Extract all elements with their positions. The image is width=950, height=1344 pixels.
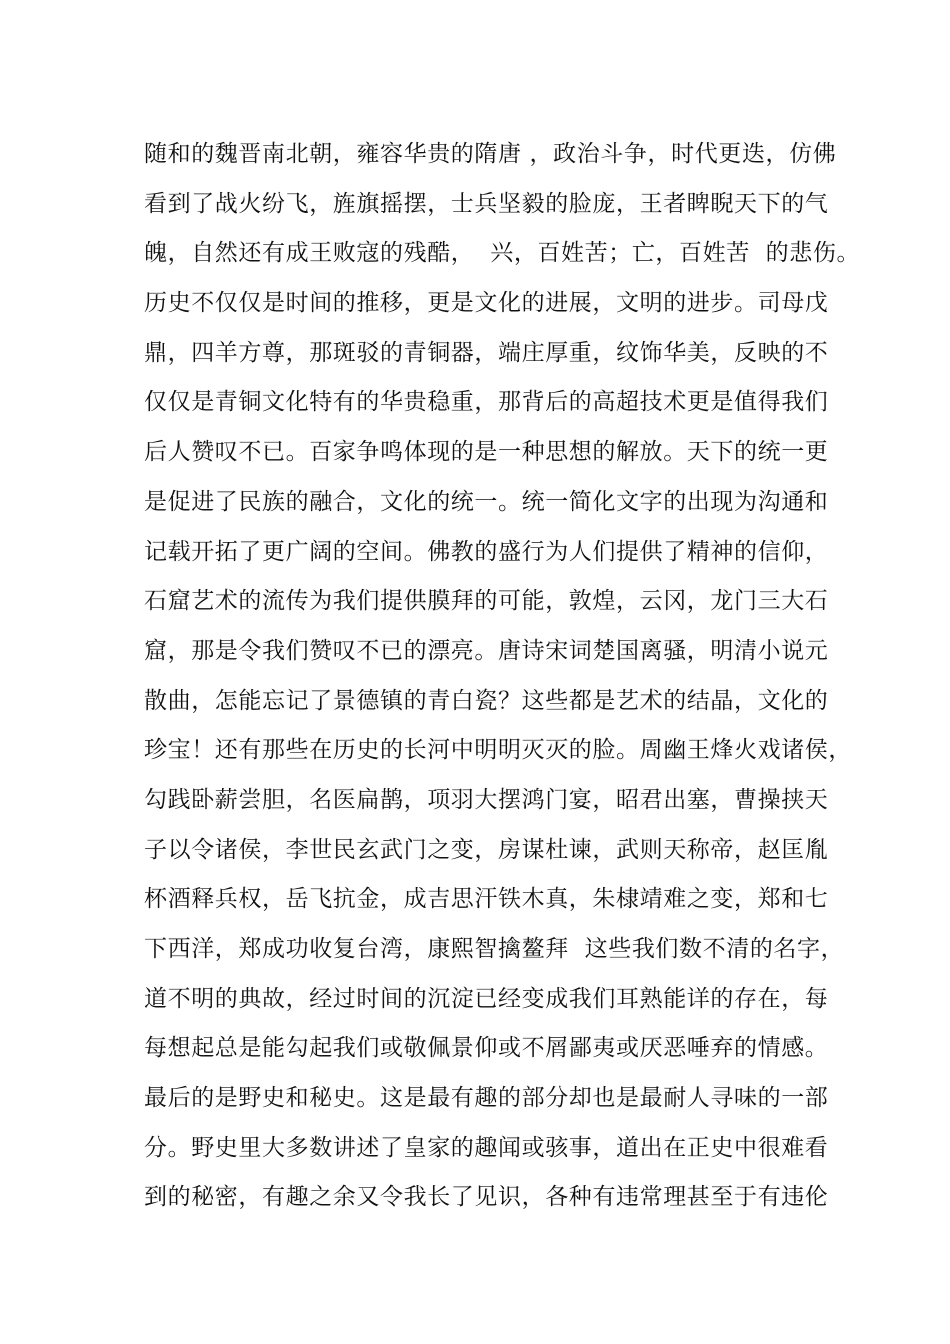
text-line: 石窟艺术的流传为我们提供膜拜的可能，敦煌，云冈，龙门三大石 [144,588,829,615]
text-line: 窟，那是令我们赞叹不已的漂亮。唐诗宋词楚国离骚，明清小说元 [144,637,829,664]
text-line: 魄，自然还有成王败寇的残酷， 兴，百姓苦；亡，百姓苦 的悲伤。 [144,240,861,267]
text-line: 看到了战火纷飞，旌旗摇摆，士兵坚毅的脸庞，王者睥睨天下的气 [144,190,829,217]
text-line: 历史不仅仅是时间的推移，更是文化的进展，文明的进步。司母戊 [144,290,829,317]
text-line: 珍宝！还有那些在历史的长河中明明灭灭的脸。周幽王烽火戏诸侯， [144,737,852,764]
text-line: 勾践卧薪尝胆，名医扁鹊，项羽大摆鸿门宴，昭君出塞，曹操挟天 [144,786,829,813]
text-line: 鼎，四羊方尊，那斑驳的青铜器，端庄厚重，纹饰华美，反映的不 [144,339,829,366]
text-line: 记载开拓了更广阔的空间。佛教的盛行为人们提供了精神的信仰， [144,538,829,565]
text-line: 散曲，怎能忘记了景德镇的青白瓷？这些都是艺术的结晶，文化的 [144,687,829,714]
text-line: 后人赞叹不已。百家争鸣体现的是一种思想的解放。天下的统一更 [144,439,829,466]
text-line: 是促进了民族的融合，文化的统一。统一简化文字的出现为沟通和 [144,488,829,515]
text-line: 随和的魏晋南北朝，雍容华贵的隋唐 ，政治斗争，时代更迭，仿佛 [144,141,837,167]
text-line: 下西洋，郑成功收复台湾，康熙智擒鳌拜 这些我们数不清的名字， [144,936,845,962]
text-line: 子以令诸侯，李世民玄武门之变，房谋杜谏，武则天称帝，赵匡胤 [144,836,829,863]
text-line: 杯酒释兵权，岳飞抗金，成吉思汗铁木真，朱棣靖难之变，郑和七 [144,886,829,913]
text-line: 道不明的典故，经过时间的沉淀已经变成我们耳熟能详的存在，每 [144,985,829,1012]
text-line: 每想起总是能勾起我们或敬佩景仰或不屑鄙夷或厌恶唾弃的情感。 [144,1035,829,1062]
text-line: 到的秘密，有趣之余又令我长了见识，各种有违常理甚至于有违伦 [144,1184,829,1211]
text-line: 最后的是野史和秘史。这是最有趣的部分却也是最耐人寻味的一部 [144,1085,829,1112]
text-line: 分。野史里大多数讲述了皇家的趣闻或骇事，道出在正史中很难看 [144,1134,829,1161]
text-line: 仅仅是青铜文化特有的华贵稳重，那背后的高超技术更是值得我们 [144,389,829,416]
body-text [144,130,861,1223]
